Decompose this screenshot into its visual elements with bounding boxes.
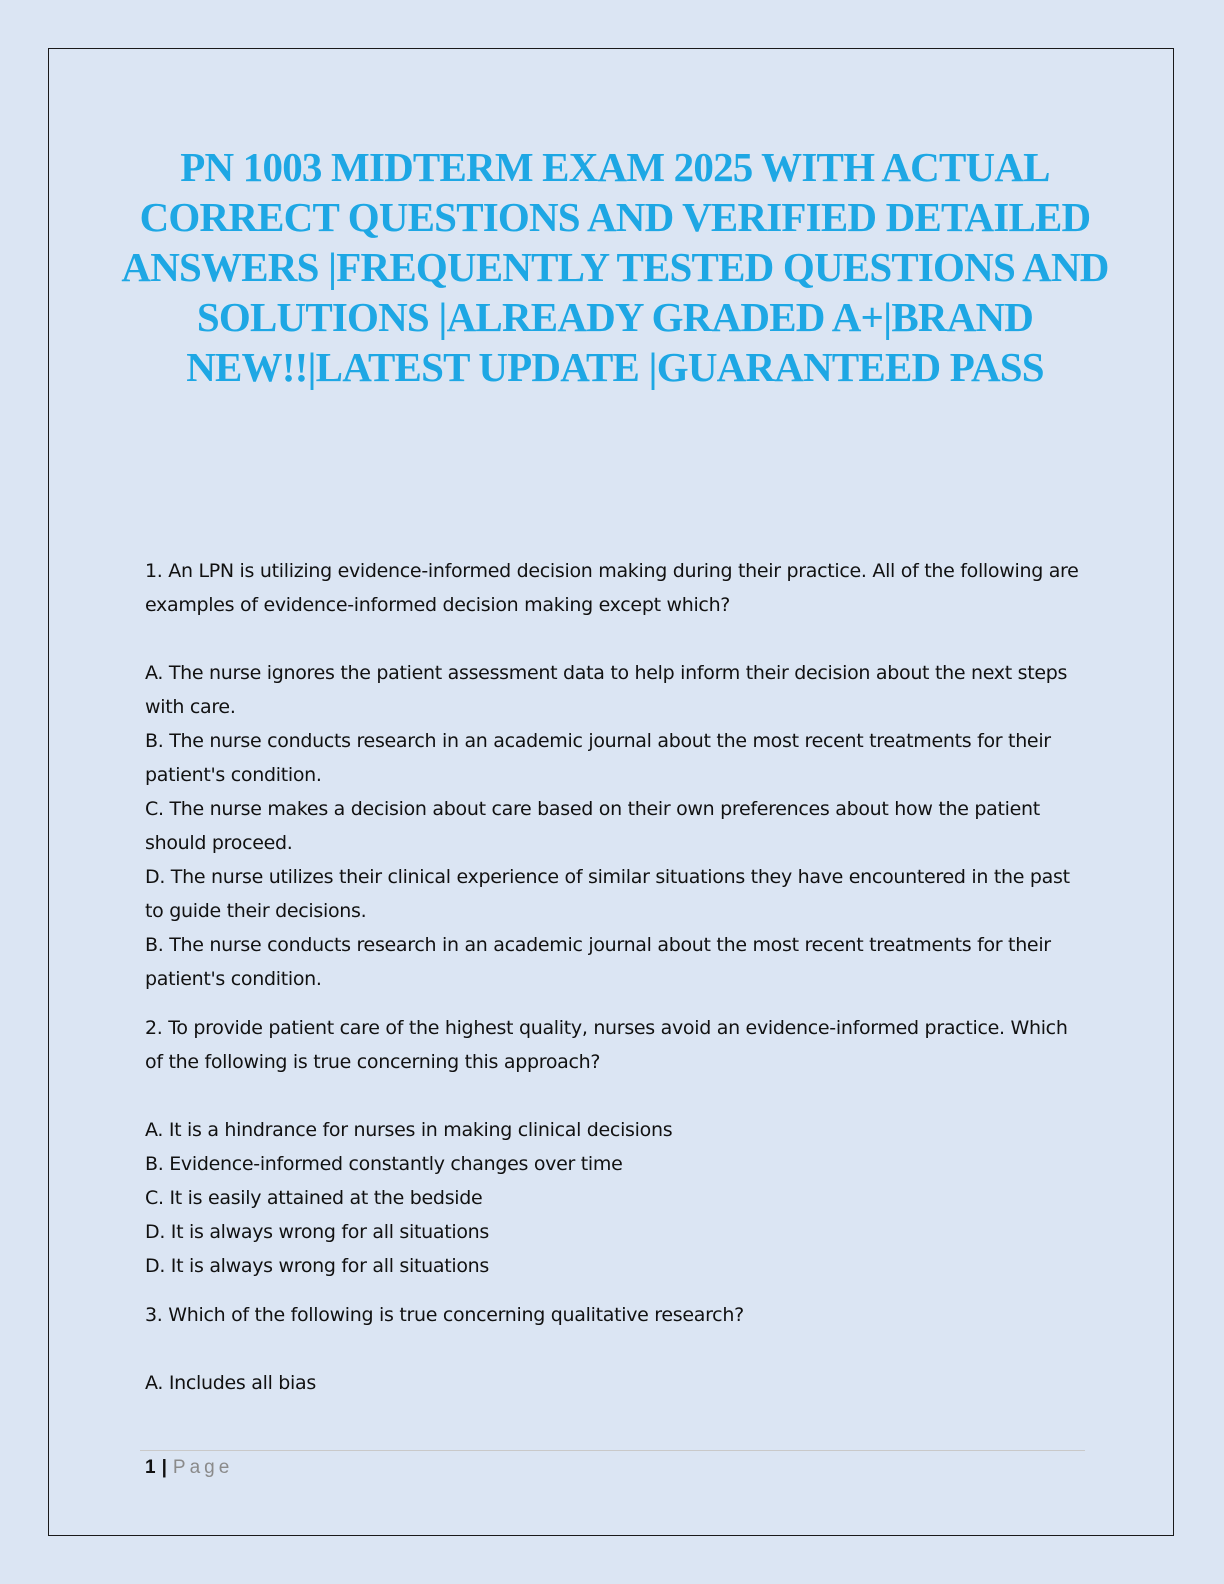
option-a: A. The nurse ignores the patient assessment data to help inform their decision about the next steps with care. xyxy=(145,662,1068,718)
question-text: 3. Which of the following is true concerning qualitative research? xyxy=(145,1304,744,1326)
footer-separator: | xyxy=(161,1457,167,1478)
document-body xyxy=(145,554,1080,1400)
question-text: 2. To provide patient care of the highest quality, nurses avoid an evidence-informed practice. Which of the following is true concerning this approach? xyxy=(145,1017,1068,1073)
option-c: C. The nurse makes a decision about care based on their own preferences about how the patient should proceed. xyxy=(145,798,1040,854)
option-b: B. The nurse conducts research in an academic journal about the most recent treatments for their patient's condition. xyxy=(145,730,1051,786)
question-1 xyxy=(145,554,1080,996)
option-a: A. It is a hindrance for nurses in making clinical decisions xyxy=(145,1119,673,1141)
footer-divider xyxy=(140,1450,1085,1451)
option-d: D. The nurse utilizes their clinical experience of similar situations they have encountered in the past to guide their decisions. xyxy=(145,866,1070,922)
page-footer xyxy=(145,1456,233,1480)
question-2 xyxy=(145,1011,1080,1283)
option-b: B. Evidence-informed constantly changes over time xyxy=(145,1153,623,1175)
answer-text: D. It is always wrong for all situations xyxy=(145,1255,490,1277)
question-text: 1. An LPN is utilizing evidence-informed decision making during their practice. All of the following are examples of evidence-informed decision making except which? xyxy=(145,560,1079,616)
question-options xyxy=(145,1113,1080,1249)
page-label: Page xyxy=(172,1457,234,1478)
question-options xyxy=(145,1366,1080,1400)
option-c: C. It is easily attained at the bedside xyxy=(145,1187,483,1209)
option-a: A. Includes all bias xyxy=(145,1372,316,1394)
question-options xyxy=(145,656,1080,928)
question-3 xyxy=(145,1298,1080,1400)
page-number: 1 xyxy=(145,1457,156,1478)
document-title: PN 1003 MIDTERM EXAM 2025 WITH ACTUAL CORRECT QUESTIONS AND VERIFIED DETAILED ANSWERS |FREQUENTLY TESTED QUESTIONS AND SOLUTIONS |ALREADY GRADED A+|BRAND NEW!!|LATEST UPDATE |GUARANTEED PASS xyxy=(121,144,1109,390)
answer-text: B. The nurse conducts research in an academic journal about the most recent treatments for their patient's condition. xyxy=(145,934,1051,990)
option-d: D. It is always wrong for all situations xyxy=(145,1221,490,1243)
